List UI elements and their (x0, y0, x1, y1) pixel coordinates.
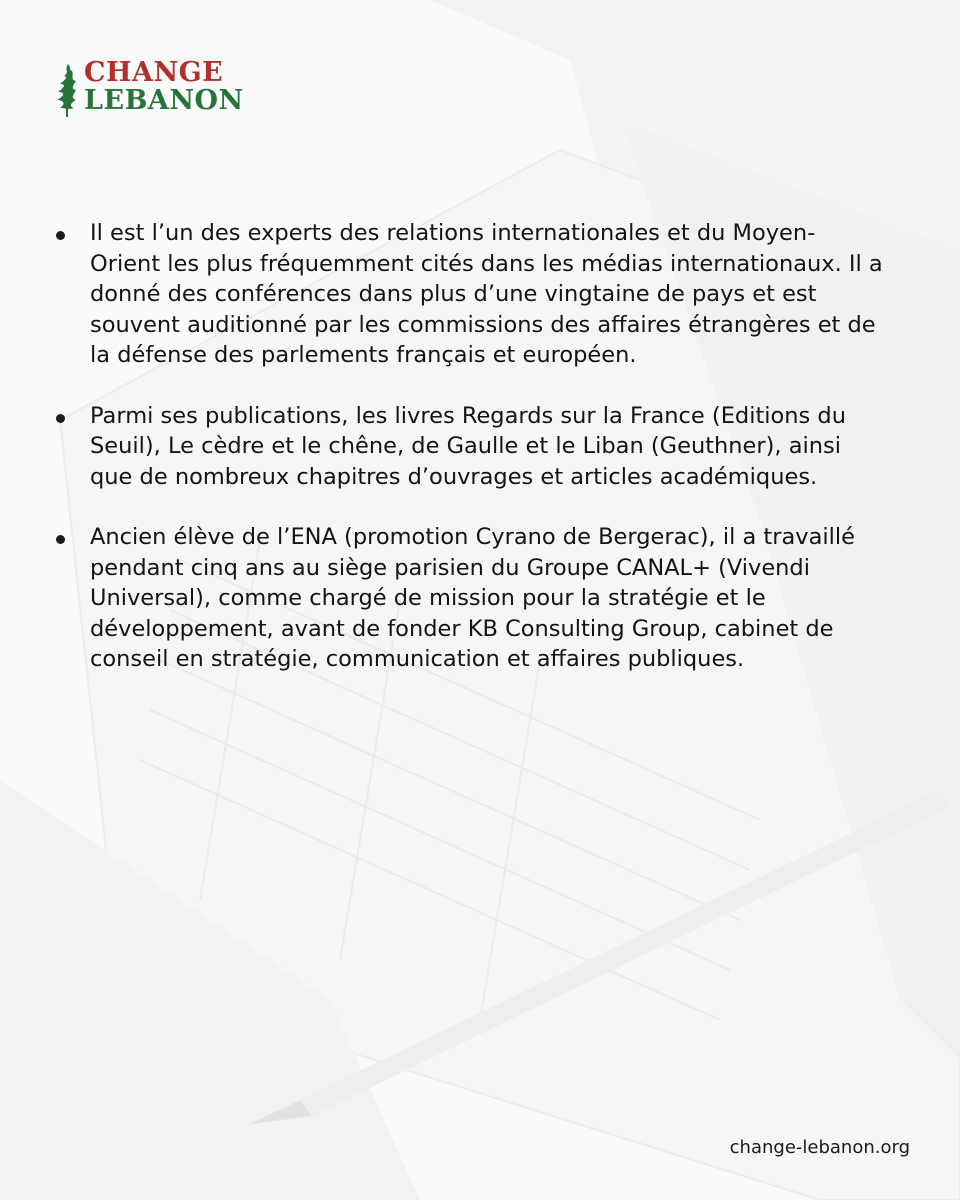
bullet-list (54, 218, 884, 705)
list-item (54, 522, 884, 675)
bullet-dot-icon (56, 535, 65, 544)
bullet-dot-icon (56, 414, 65, 423)
change-lebanon-logo (54, 56, 274, 126)
bullet-text: Il est l’un des experts des relations internationales et du Moyen-Orient les plus fréquemment cités dans les médias internationaux. Il a donné des conférences dans plus d’une vingtaine de pays et est souvent auditionné par les commissions des affaires étrangères et de la défense des parlements français et européen. (90, 220, 883, 368)
logo-text-change: CHANGE (84, 57, 224, 88)
bullet-text: Parmi ses publications, les livres Regards sur la France (Editions du Seuil), Le cèdre et le chêne, de Gaulle et le Liban (Geuthner), ainsi que de nombreux chapitres d’ouvrages et articles académiques. (90, 402, 846, 490)
list-item (54, 401, 884, 493)
bullet-text: Ancien élève de l’ENA (promotion Cyrano de Bergerac), il a travaillé pendant cinq ans au siège parisien du Groupe CANAL+ (Vivendi Universal), comme chargé de mission pour la stratégie et le développement, avant de fonder KB Consulting Group, cabinet de conseil en stratégie, communication et affaires publiques. (90, 524, 855, 672)
bullet-dot-icon (56, 231, 65, 240)
cedar-tree-icon (54, 62, 80, 118)
website-url[interactable]: change-lebanon.org (729, 1137, 910, 1158)
list-item (54, 218, 884, 371)
logo-text-lebanon: LEBANON (84, 85, 244, 116)
